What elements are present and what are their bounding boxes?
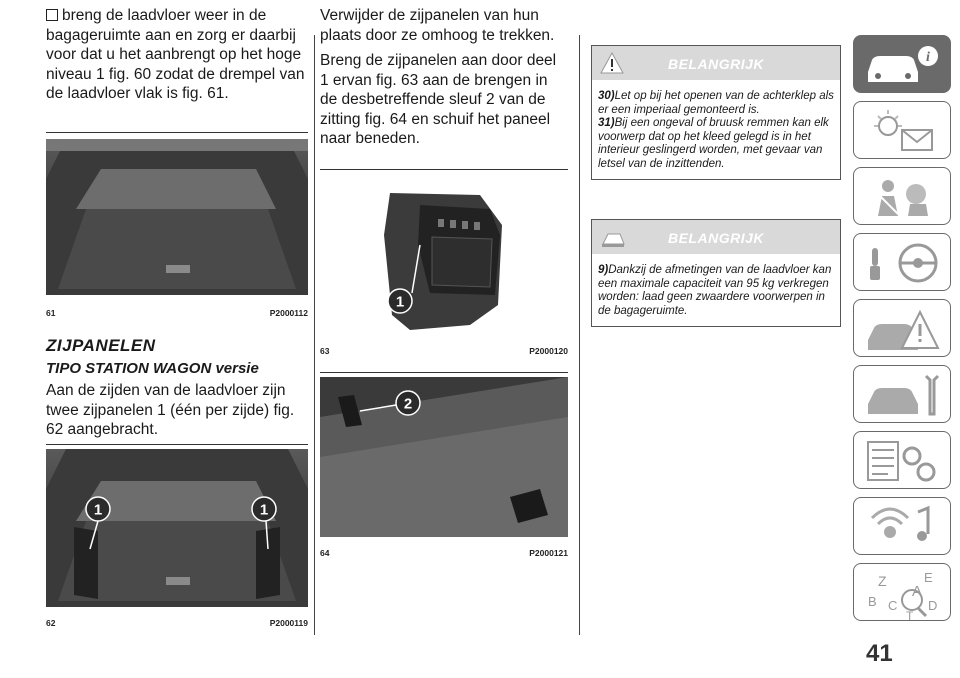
warning-box-2-header <box>592 220 840 254</box>
warning-box-1 <box>591 45 841 180</box>
svg-text:i: i <box>926 50 930 65</box>
trunk-side-panels-illustration <box>46 449 308 607</box>
fig62-photo <box>46 449 308 607</box>
tab-index[interactable] <box>853 563 951 621</box>
tab-maintenance[interactable] <box>853 365 951 423</box>
fig62-number: 62 <box>46 618 56 628</box>
warning-box-1-header <box>592 46 840 80</box>
warning-item-9: 9)Dankzij de afmetingen van de laadvloer kan een maximale capaciteit van 95 kg verkregen worden: laad geen zwaardere voorwerpen in de bagageruimte. <box>598 264 832 317</box>
warning-item-31: 31)Bij een ongeval of bruusk remmen kan elk voorwerp dat op het kleed gelegd is in het interieur geslingerd worden, met gevaar van letsel van de inzittenden. <box>598 117 829 170</box>
index-icon <box>854 564 952 622</box>
technical-data-icon <box>854 432 952 490</box>
fig61-code: P2000112 <box>269 308 308 318</box>
tab-warning-lights[interactable] <box>853 101 951 159</box>
fig62-code: P2000119 <box>269 618 308 628</box>
trunk-empty-illustration <box>46 139 308 295</box>
warning-box-2 <box>591 219 841 327</box>
checkbox-bullet-icon <box>46 9 58 21</box>
svg-text:E: E <box>924 570 933 585</box>
fig63-code: P2000120 <box>529 346 568 356</box>
fig62-top-rule <box>46 444 308 445</box>
intro-text: breng de laadvloer weer in de bagageruimte aan en zorg er daarbij voor dat u het aanbrengt op het hoge niveau 1 fig. 60 zodat de drempel van de laadvloer vlak is fig. 61. <box>46 7 305 102</box>
fig61-photo <box>46 139 308 295</box>
svg-text:B: B <box>868 594 877 609</box>
warning-item-30: 30)Let op bij het openen van de achterklep als er een imperiaal gemonteerd is. <box>598 90 834 116</box>
safety-icon <box>854 168 952 226</box>
fig62-callout-left-label: 1 <box>93 501 103 519</box>
svg-text:Z: Z <box>878 573 887 589</box>
fig64-top-rule <box>320 372 568 373</box>
fig61-caption <box>46 308 308 320</box>
fig64-caption <box>320 548 568 560</box>
maintenance-icon <box>854 366 952 424</box>
fig64-code: P2000121 <box>529 548 568 558</box>
install-panels-paragraph: Breng de zijpanelen aan door deel 1 ervan fig. 63 aan de brengen in de desbetreffende sleuf 2 van de zitting fig. 64 en schuif het paneel naar beneden. <box>320 52 557 147</box>
svg-text:C: C <box>888 598 898 613</box>
remove-panels-paragraph: Verwijder de zijpanelen van hun plaats door ze omhoog te trekken. <box>320 7 555 44</box>
emergency-icon <box>854 300 952 358</box>
fig63-caption <box>320 346 568 358</box>
fig63-top-rule <box>320 169 568 170</box>
section-subheading: TIPO STATION WAGON versie <box>46 360 259 377</box>
section-heading: ZIJPANELEN <box>46 336 156 355</box>
fig64-callout-label: 2 <box>403 395 413 413</box>
fig63-callout-label: 1 <box>395 293 405 311</box>
fig62-callout-right-label: 1 <box>259 501 269 519</box>
driving-icon <box>854 234 952 292</box>
car-info-icon <box>854 36 952 94</box>
fig64-photo <box>320 377 568 537</box>
warning-lights-icon <box>854 102 952 160</box>
warning-box-2-title: BELANGRIJK <box>667 230 764 246</box>
fig64-number: 64 <box>320 548 330 558</box>
tab-multimedia[interactable] <box>853 497 951 555</box>
column-divider-2 <box>579 35 580 635</box>
zijpanelen-paragraph: Aan de zijden van de laadvloer zijn twee zijpanelen 1 (één per zijde) fig. 62 aangebracht. <box>46 382 295 438</box>
multimedia-icon <box>854 498 952 556</box>
fig63-number: 63 <box>320 346 330 356</box>
seat-slot-illustration <box>320 377 568 537</box>
column2-text <box>320 6 568 155</box>
warning-box-1-title: BELANGRIJK <box>667 56 764 72</box>
svg-text:A: A <box>912 583 923 600</box>
warning-box-2-body <box>592 254 840 326</box>
intro-paragraph <box>46 6 308 104</box>
column-divider-1 <box>314 35 315 635</box>
tab-safety[interactable] <box>853 167 951 225</box>
fig61-top-rule <box>46 132 308 133</box>
side-panel-illustration <box>320 175 568 333</box>
fig63-photo <box>320 175 568 333</box>
svg-text:D: D <box>928 598 938 613</box>
tab-technical-data[interactable] <box>853 431 951 489</box>
warning-box-1-body <box>592 80 840 179</box>
tab-car-info[interactable] <box>853 35 951 93</box>
tab-driving[interactable] <box>853 233 951 291</box>
fig61-number: 61 <box>46 308 56 318</box>
svg-text:T: T <box>906 609 914 622</box>
page-number: 41 <box>866 640 893 667</box>
tab-emergency[interactable] <box>853 299 951 357</box>
fig62-caption <box>46 618 308 630</box>
